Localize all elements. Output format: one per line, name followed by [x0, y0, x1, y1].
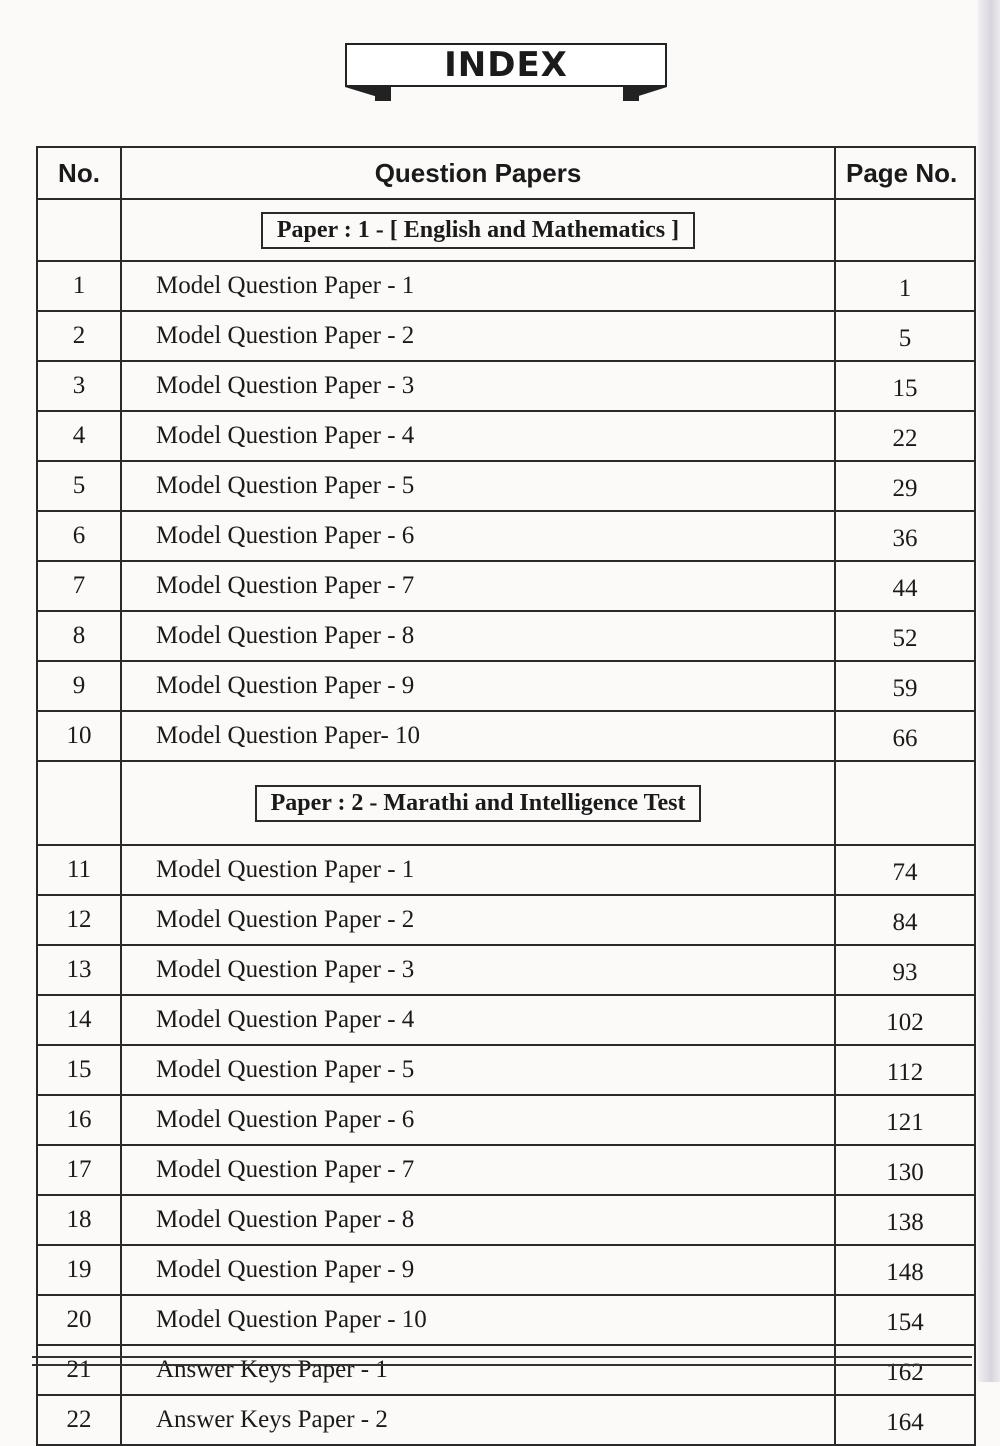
row-number: 8: [37, 611, 121, 661]
row-title: Model Question Paper- 10: [121, 711, 835, 761]
row-title: Answer Keys Paper - 2: [121, 1395, 835, 1445]
row-number: 12: [37, 895, 121, 945]
row-title: Model Question Paper - 10: [121, 1295, 835, 1345]
row-title: Model Question Paper - 8: [121, 611, 835, 661]
table-row: [37, 361, 975, 411]
table-row: [37, 1045, 975, 1095]
row-number: 21: [37, 1345, 121, 1395]
row-number: 10: [37, 711, 121, 761]
section-page-cell: [835, 199, 975, 261]
banner-fold-left-tab: [375, 87, 391, 101]
index-table: [36, 146, 976, 1446]
row-number: 9: [37, 661, 121, 711]
row-page-number: 59: [835, 661, 975, 711]
row-title: Model Question Paper - 2: [121, 895, 835, 945]
table-row: [37, 711, 975, 761]
section-label: Paper : 1 - [ English and Mathematics ]: [261, 212, 695, 249]
row-page-number: 22: [835, 411, 975, 461]
table-row: [37, 261, 975, 311]
row-title: Model Question Paper - 3: [121, 945, 835, 995]
row-number: 13: [37, 945, 121, 995]
row-page-number: 5: [835, 311, 975, 361]
page-title: INDEX: [444, 45, 568, 85]
header-page-no: Page No.: [835, 147, 975, 199]
row-title: Model Question Paper - 7: [121, 561, 835, 611]
table-row: [37, 1345, 975, 1395]
row-page-number: 44: [835, 561, 975, 611]
row-title: Answer Keys Paper - 1: [121, 1345, 835, 1395]
row-page-number: 93: [835, 945, 975, 995]
row-title: Model Question Paper - 5: [121, 1045, 835, 1095]
row-number: 17: [37, 1145, 121, 1195]
row-number: 22: [37, 1395, 121, 1445]
row-title: Model Question Paper - 6: [121, 511, 835, 561]
row-page-number: 15: [835, 361, 975, 411]
table-row: [37, 1145, 975, 1195]
section-row: [37, 761, 975, 845]
section-title-cell: [121, 199, 835, 261]
table-row: [37, 1245, 975, 1295]
row-title: Model Question Paper - 1: [121, 261, 835, 311]
banner-fold-right-tab: [623, 87, 639, 101]
header-no: No.: [37, 147, 121, 199]
table-row: [37, 561, 975, 611]
row-title: Model Question Paper - 9: [121, 661, 835, 711]
row-number: 3: [37, 361, 121, 411]
section-no-cell: [37, 761, 121, 845]
row-title: Model Question Paper - 3: [121, 361, 835, 411]
table-row: [37, 1195, 975, 1245]
row-number: 6: [37, 511, 121, 561]
section-label: Paper : 2 - Marathi and Intelligence Test: [255, 785, 702, 822]
section-no-cell: [37, 199, 121, 261]
row-number: 18: [37, 1195, 121, 1245]
row-number: 4: [37, 411, 121, 461]
header-row: [37, 147, 975, 199]
row-page-number: 102: [835, 995, 975, 1045]
table-row: [37, 461, 975, 511]
table-row: [37, 895, 975, 945]
table-row: [37, 945, 975, 995]
row-title: Model Question Paper - 8: [121, 1195, 835, 1245]
row-page-number: 1: [835, 261, 975, 311]
bottom-double-rule: [32, 1356, 972, 1366]
row-number: 11: [37, 845, 121, 895]
table-row: [37, 311, 975, 361]
row-title: Model Question Paper - 1: [121, 845, 835, 895]
row-number: 20: [37, 1295, 121, 1345]
row-page-number: 29: [835, 461, 975, 511]
row-page-number: 36: [835, 511, 975, 561]
row-number: 5: [37, 461, 121, 511]
row-title: Model Question Paper - 5: [121, 461, 835, 511]
index-table-body: [37, 199, 975, 1445]
row-number: 2: [37, 311, 121, 361]
row-title: Model Question Paper - 6: [121, 1095, 835, 1145]
page-edge-shadow: [978, 0, 1000, 1382]
header-question-papers: Question Papers: [121, 147, 835, 199]
table-row: [37, 611, 975, 661]
row-page-number: 74: [835, 845, 975, 895]
row-page-number: 162: [835, 1345, 975, 1395]
section-page-cell: [835, 761, 975, 845]
table-row: [37, 845, 975, 895]
row-number: 1: [37, 261, 121, 311]
table-row: [37, 1395, 975, 1445]
row-page-number: 130: [835, 1145, 975, 1195]
section-title-cell: [121, 761, 835, 845]
row-title: Model Question Paper - 2: [121, 311, 835, 361]
row-page-number: 154: [835, 1295, 975, 1345]
row-page-number: 121: [835, 1095, 975, 1145]
table-row: [37, 411, 975, 461]
row-number: 14: [37, 995, 121, 1045]
row-title: Model Question Paper - 7: [121, 1145, 835, 1195]
row-page-number: 52: [835, 611, 975, 661]
table-row: [37, 511, 975, 561]
row-page-number: 148: [835, 1245, 975, 1295]
row-page-number: 164: [835, 1395, 975, 1445]
section-row: [37, 199, 975, 261]
index-banner: [345, 43, 670, 105]
row-page-number: 84: [835, 895, 975, 945]
banner-box: [345, 43, 667, 87]
table-row: [37, 1095, 975, 1145]
row-title: Model Question Paper - 9: [121, 1245, 835, 1295]
row-title: Model Question Paper - 4: [121, 995, 835, 1045]
table-row: [37, 661, 975, 711]
row-page-number: 112: [835, 1045, 975, 1095]
row-number: 7: [37, 561, 121, 611]
row-page-number: 138: [835, 1195, 975, 1245]
table-row: [37, 1295, 975, 1345]
row-title: Model Question Paper - 4: [121, 411, 835, 461]
row-number: 19: [37, 1245, 121, 1295]
table-row: [37, 995, 975, 1045]
row-number: 15: [37, 1045, 121, 1095]
row-page-number: 66: [835, 711, 975, 761]
row-number: 16: [37, 1095, 121, 1145]
